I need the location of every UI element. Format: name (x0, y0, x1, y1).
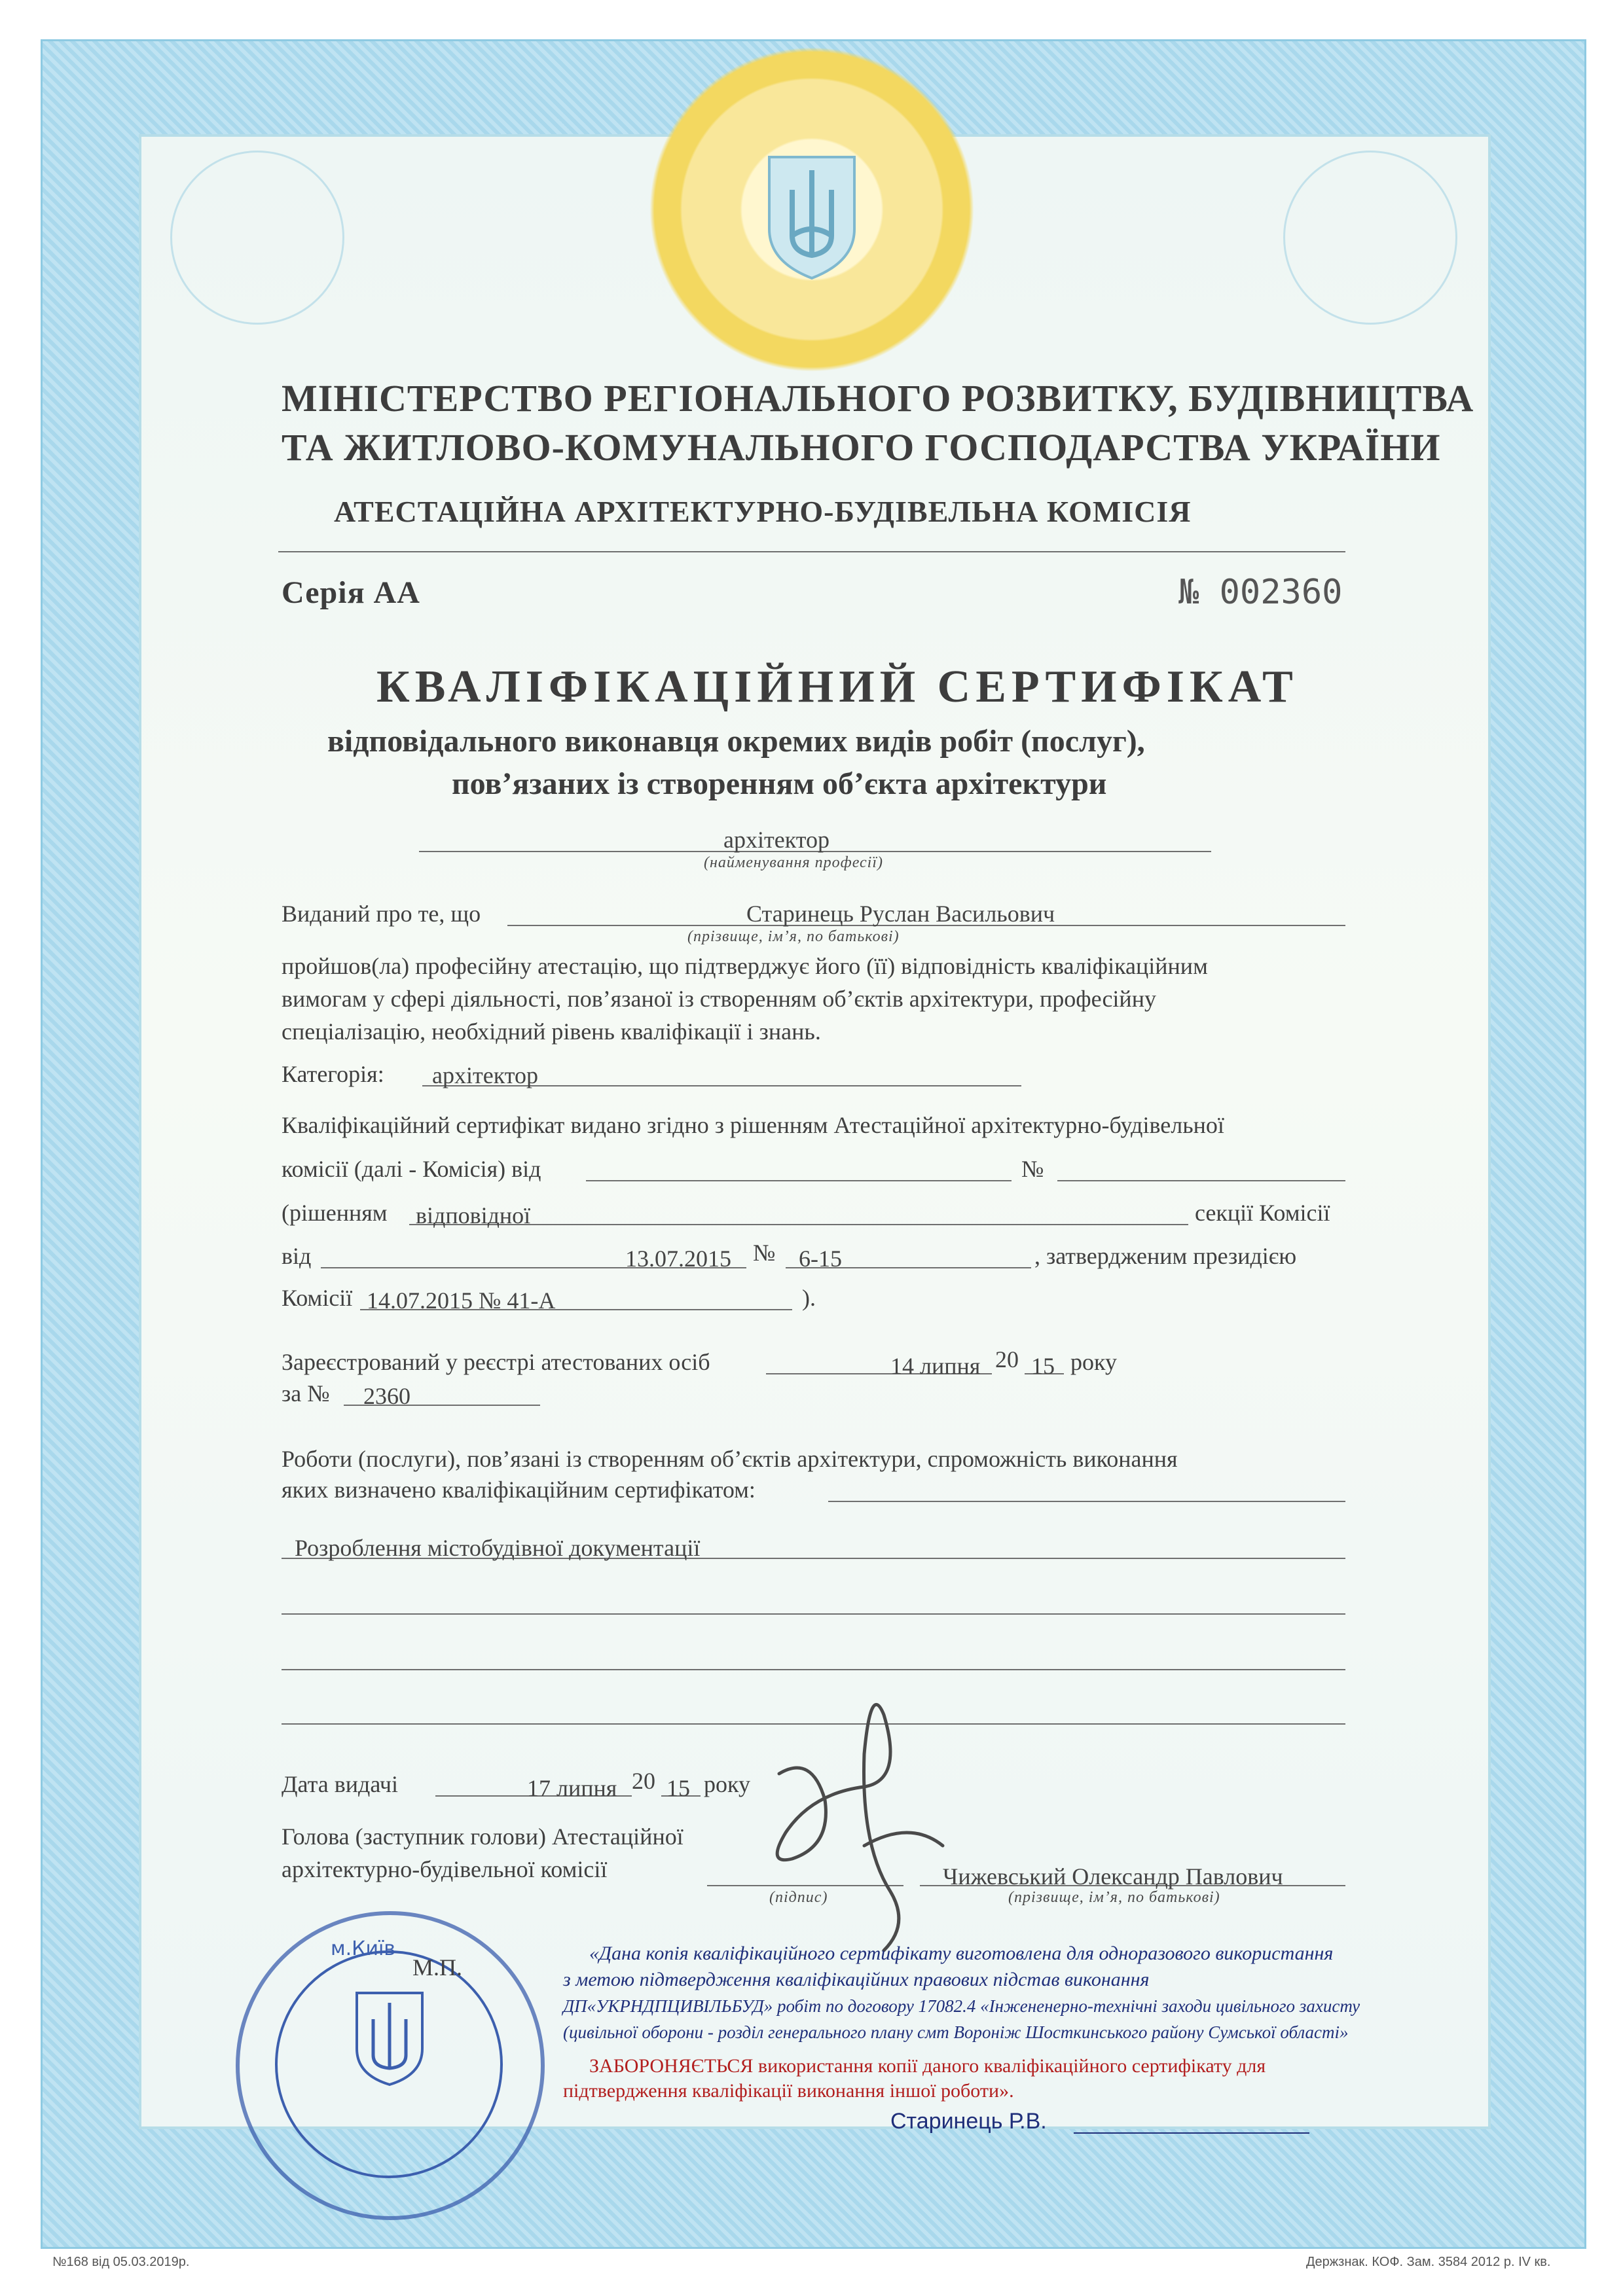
decision-date-value: 13.07.2015 (625, 1246, 731, 1272)
decision-date-line (586, 1180, 1012, 1181)
seal-city: м.Київ (331, 1937, 395, 1960)
head-title-line-1: Голова (заступник голови) Атестаційної (282, 1823, 684, 1850)
forbidden-line-2: підтвердження кваліфікації виконання іншої роботи». (563, 2080, 1014, 2102)
certificate-number: № 002360 (1178, 573, 1343, 612)
signature-caption: (підпис) (769, 1889, 828, 1906)
decision-no-line (1057, 1180, 1345, 1181)
head-title-line-2: архітектурно-будівельної комісії (282, 1856, 608, 1882)
forbidden-line-1: ЗАБОРОНЯЄТЬСЯ використання копії даного кваліфікаційного сертифікату для (589, 2055, 1266, 2077)
signature-scribble (753, 1676, 962, 1977)
ornament-top-left (170, 151, 344, 325)
paragraph-line-3: спеціалізацію, необхідний рівень кваліфікації і знань. (282, 1018, 821, 1045)
copy-note-line-2: з метою підтвердження кваліфікаційних правових підстав виконання (563, 1969, 1150, 1990)
decision-close: ). (802, 1285, 816, 1311)
decision-line-1: Кваліфікаційний сертифікат видано згідно з рішенням Атестаційної архітектурно-будівельної (282, 1112, 1224, 1138)
works-blank-line-2 (282, 1669, 1345, 1670)
issue-year-prefix: 20 (632, 1768, 655, 1794)
issue-date-label: Дата видачі (282, 1771, 398, 1797)
decision-from-label: від (282, 1243, 312, 1269)
footer-right: Держзнак. КОФ. Зам. 3584 2012 р. IV кв. (1306, 2255, 1551, 2269)
certificate-title: КВАЛІФІКАЦІЙНИЙ СЕРТИФІКАТ (376, 662, 1298, 712)
header-divider (278, 551, 1345, 552)
issued-name: Старинець Руслан Васильович (746, 901, 1055, 927)
certificate-subtitle-2: пов’язаних із створенням об’єкта архітектури (452, 766, 1107, 801)
category-label: Категорія: (282, 1061, 384, 1087)
footer-left: №168 від 05.03.2019р. (52, 2255, 190, 2269)
mp-label: М.П. (412, 1954, 463, 1981)
section-value: відповідної (416, 1202, 531, 1229)
paragraph-line-1: пройшов(ла) професійну атестацію, що підтверджує його (її) відповідність кваліфікаційним (282, 953, 1208, 979)
issue-year-word: року (704, 1771, 750, 1797)
issue-date-value: 17 липня (527, 1775, 617, 1801)
decision-prefix: (рішенням (282, 1200, 388, 1226)
works-line-1: Роботи (послуги), пов’язані із створенням об’єктів архітектури, спроможність виконання (282, 1446, 1178, 1472)
works-value: Розроблення містобудівної документації (295, 1535, 701, 1561)
paragraph-line-2: вимогам у сфері діяльності, пов’язаної із створенням об’єктів архітектури, професійну (282, 986, 1156, 1012)
decision-suffix: секції Комісії (1195, 1200, 1330, 1226)
works-line-2: яких визначено кваліфікаційним сертифікатом: (282, 1477, 756, 1503)
decision-no-label: № (1021, 1156, 1044, 1182)
profession-value: архітектор (723, 827, 830, 853)
works-blank-line-1 (282, 1613, 1345, 1615)
copy-signer-line (1074, 2132, 1309, 2134)
issued-caption: (прізвище, ім’я, по батькові) (687, 928, 900, 945)
decision-commission-label: комісії (далі - Комісія) від (282, 1156, 541, 1182)
decision-no-label-2: № (753, 1240, 776, 1266)
decision-commission-label-2: Комісії (282, 1285, 353, 1311)
category-value: архітектор (432, 1062, 538, 1088)
registered-no-label: за № (282, 1380, 330, 1407)
decision-no-value: 6-15 (799, 1246, 842, 1272)
decision-approved: , затвердженим президією (1034, 1243, 1297, 1269)
issued-label: Виданий про те, що (282, 901, 481, 927)
ornament-top-right (1283, 151, 1457, 325)
commission-name: АТЕСТАЦІЙНА АРХІТЕКТУРНО-БУДІВЕЛЬНА КОМІСІЯ (334, 495, 1192, 528)
certificate-subtitle-1: відповідального виконавця окремих видів робіт (послуг), (327, 724, 1145, 759)
copy-note-line-4: (цивільної оборони - розділ генерального плану смт Вороніж Шосткинського району Сумської області» (563, 2022, 1349, 2042)
registered-no-value: 2360 (363, 1383, 410, 1409)
commission-decision-value: 14.07.2015 № 41-А (367, 1287, 556, 1314)
series-label: Серія АА (282, 575, 420, 610)
registered-year-word: року (1070, 1349, 1117, 1375)
registered-date: 14 липня (890, 1353, 981, 1379)
ministry-line-2: ТА ЖИТЛОВО-КОМУНАЛЬНОГО ГОСПОДАРСТВА УКРАЇНИ (282, 426, 1441, 469)
copy-note-line-1: «Дана копія кваліфікаційного сертифікату виготовлена для одноразового використання (589, 1943, 1334, 1964)
seal-trident-icon (354, 1990, 426, 2088)
works-line-2-fill (828, 1501, 1345, 1502)
head-name-caption: (прізвище, ім’я, по батькові) (1008, 1889, 1220, 1906)
issue-year: 15 (666, 1775, 690, 1801)
copy-note-line-3: ДП«УКРНДПЦИВІЛЬБУД» робіт по договору 17082.4 «Інжененерно-технічні заходи цивільного захисту (563, 1996, 1360, 2016)
registered-label: Зареєстрований у реєстрі атестованих осіб (282, 1349, 710, 1375)
registered-year-prefix: 20 (995, 1346, 1019, 1372)
head-name: Чижевський Олександр Павлович (943, 1863, 1283, 1890)
copy-signer: Старинець Р.В. (890, 2109, 1047, 2134)
trident-emblem-icon (763, 151, 861, 281)
profession-caption: (найменування професії) (704, 854, 884, 871)
registered-year: 15 (1031, 1353, 1055, 1379)
ministry-line-1: МІНІСТЕРСТВО РЕГІОНАЛЬНОГО РОЗВИТКУ, БУДІВНИЦТВА (282, 377, 1474, 420)
